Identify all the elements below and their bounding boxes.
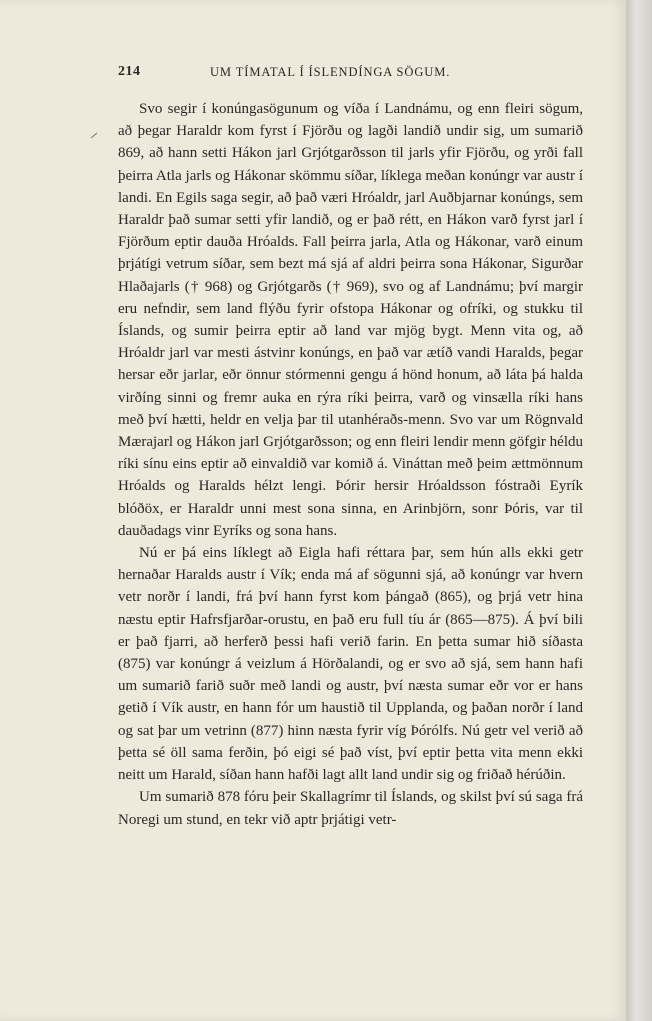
page-header — [118, 64, 583, 86]
paragraph-1: Svo segir í konúngasögunum og víða í Landnámu, og enn fleiri sögum, að þegar Haraldr kom fyrst í Fjörðu og lagði landið undir sig, um sumarið 869, að hann setti Hákon jarl Grjótgarðsson til jarls yfir Fjörðu, og yrði fall þeirra Atla jarls og Hákonar skömmu síðar, líklega meðan konúngr var austr í landi. En Egils saga segir, að það væri Hróaldr, jarl Auðbjarnar konúngs, sem Haraldr það sumar setti yfir landið, og er það rétt, en Hákon varð fyrst jarl í Fjörðum eptir dauða Hróalds. Fall þeirra jarla, Atla og Hákonar, varð einum þrjátígi vetrum síðar, sem bezt má sjá af aldri þeirra sona Hákonar, Sigurðar Hlaðajarls († 968) og Grjótgarðs († 969), svo og af Landnámu; því margir eru nefndir, sem land flýðu fyrir ofstopa Hákonar og ofríki, og stukku til Íslands, og sumir þeirra eptir að land var mjög bygt. Menn vita og, að Hróaldr jarl var mesti ástvinr konúngs, en það var ætíð vandi Haralds, þegar hersar eðr jarlar, eðr önnur stórmenni gengu á hönd honum, að láta þá halda virðíng sinni og fremr auka en rýra ríki þeirra, varð og vinsælla ríki hans með því hætti, heldr en velja þar til utanhéraðs-menn. Svo var um Rögnvald Mærajarl og Hákon jarl Grjótgarðsson; og enn fleiri lendir menn göfgir héldu ríki sínu eins eptir að einvaldið var komið á. Vináttan með þeim ættmönnum Hróalds og Haralds hélzt lengi. Þórir hersir Hróaldsson fóstraði Eyrík blóðöx, er Haraldr unni mest sona sinna, en Arinbjörn, sonr Þóris, var til dauðadags vinr Eyríks og sona hans. — [118, 101, 583, 539]
paragraph-3: Um sumarið 878 fóru þeir Skallagrímr til Íslands, og skilst því sú saga frá Noregi um stund, en tekr við aptr þrjátigi vetr- — [118, 789, 583, 828]
running-title: UM TÍMATAL Í ÍSLENDÍNGA SÖGUM. — [210, 65, 451, 79]
paragraph-2: Nú er þá eins líklegt að Eigla hafi réttara þar, sem hún alls ekki getr hernaðar Haralds austr í Vík; enda má af sögunni sjá, að konúngr var hvern vetr norðr í landi, frá því hann fyrst kom þángað (865), og þrjá vetr hina næstu eptir Hafrsfjarðar-orustu, en það eru full tíu ár (865—875). Á því bili er það fjarri, að herferð þessi hafi verið farin. En þetta sumar hið síðasta (875) var konúngr á veizlum á Hörðalandi, og er svo að sjá, sem hann hafi um sumarið farið suðr með landi og austr, því næsta sumar eðr vor er hans getið í Vík austr, en hann fór um haustið til Upplanda, og þaðan norðr í land og sat þar um vetrinn (877) hinn næsta fyrir víg Þórólfs. Nú getr vel verið að þetta sé öll sama ferðin, þó eigi sé það víst, því eptir þetta vita menn ekki neitt um Harald, síðan hann hafði lagt allt land undir sig og friðað hérúðin. — [118, 545, 583, 784]
margin-mark — [91, 133, 98, 139]
page-edge — [626, 0, 652, 1021]
body-text — [118, 98, 583, 831]
page-number: 214 — [118, 64, 141, 79]
